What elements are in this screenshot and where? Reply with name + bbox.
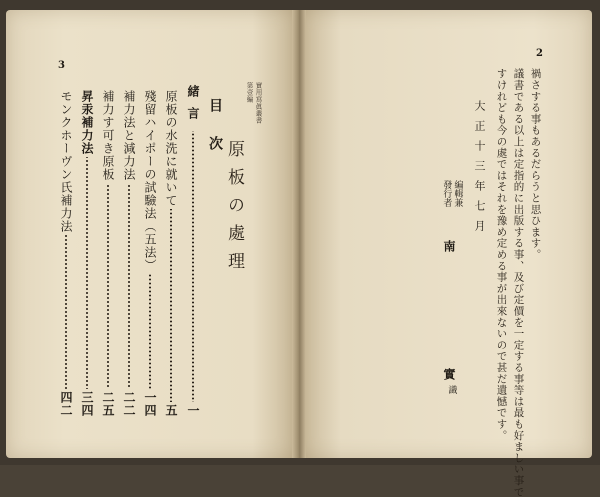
body-text-line: すけれども今の處ではそれを豫め定める事が出來ないので甚だ遺憾です。 [495,68,508,441]
toc-leader-dots [144,274,156,389]
book-gutter [292,10,306,458]
toc-leader-dots [123,183,135,389]
body-text-line: 議書である以上は定指的に出版する事、及び定價を一定する事等は最も好ましい事で [512,68,525,497]
body-text-line: 禍さする事もあるだらうと思ひます。 [529,68,542,261]
toc-entry-label: 補力法と減力法 [122,90,136,181]
toc-entry-page: 五 [164,404,178,417]
toc-leader-dots [102,183,114,389]
toc-entry-label: 昇汞補力法 [80,90,94,155]
series-volume: 第壹編 [245,82,254,103]
page-number-right: 2 [536,48,543,59]
author-given-name: 實 [442,368,456,380]
toc-entry[interactable] [165,90,177,417]
toc-leader-dots [81,157,93,389]
toc-entry-label: 補力す可き原板 [101,90,115,181]
toc-entry[interactable] [60,90,72,417]
toc-entry-page: 三四 [80,391,94,417]
toc-entry-label: 緒言 [186,85,200,129]
publisher-role: 發行者 [441,180,452,207]
toc-entry-page: 一 [186,404,200,417]
toc-entry-page: 一四 [143,391,157,417]
toc-entry-label: モンクホーヴン氏補力法 [59,90,73,233]
toc-leader-dots [60,235,72,389]
book-title: 原板の處理 [224,140,244,280]
toc-leader-dots [165,209,177,402]
toc-entry[interactable] [187,85,199,417]
toc-entry-page: 二五 [101,391,115,417]
series-name: 實用寫眞叢書 [254,82,263,124]
editor-role: 編輯兼 [452,180,463,207]
toc-entry[interactable] [144,90,156,417]
toc-entry[interactable] [81,90,93,417]
toc-entry[interactable] [102,90,114,417]
page-number-left: 3 [58,60,65,71]
toc-entry-page: 四二 [59,391,73,417]
toc-entry-label: 殘留ハイポーの試驗法（五法） [143,90,157,272]
author-surname: 南 [442,240,456,252]
toc-heading: 目次 [207,98,223,174]
toc-entry-label: 原板の水洗に就いて [164,90,178,207]
toc-entry[interactable] [123,90,135,417]
toc-entry-page: 二二 [122,391,136,417]
toc-leader-dots [187,131,199,402]
author-suffix: 識 [446,385,457,394]
preface-date: 大正十三年七月 [473,100,486,240]
